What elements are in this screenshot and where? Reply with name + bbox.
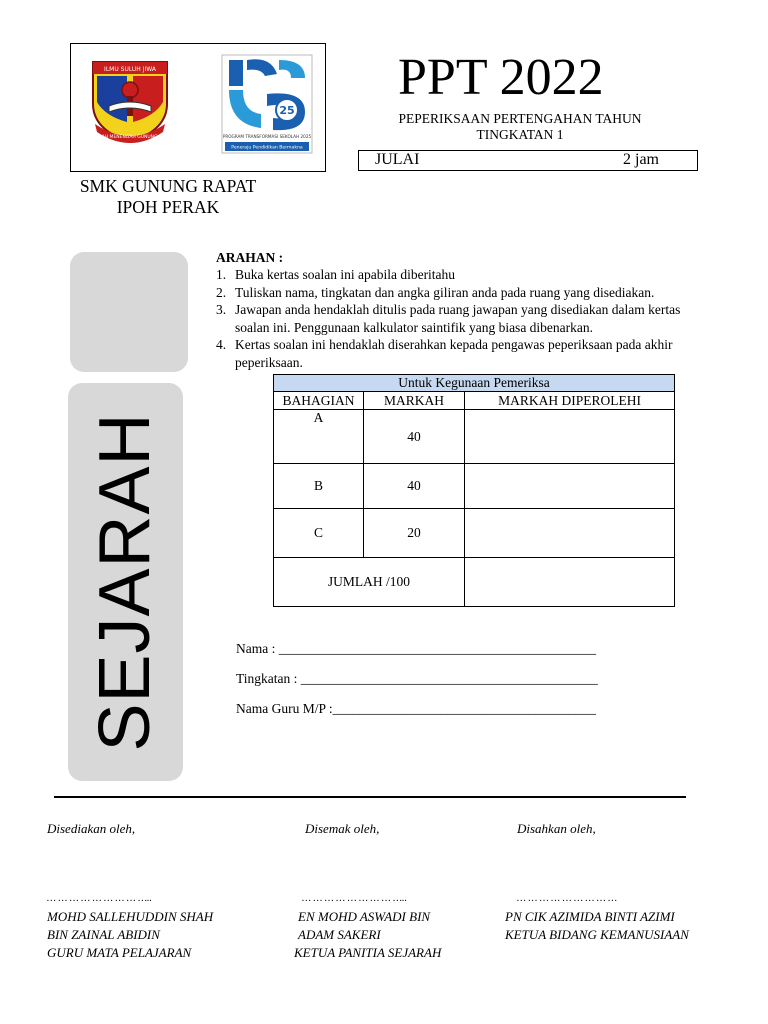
total-obtained-cell[interactable] <box>465 558 675 607</box>
marks-table-title: Untuk Kegunaan Pemeriksa <box>274 375 675 392</box>
school-name <box>58 176 278 218</box>
subject-panel <box>68 383 183 781</box>
signature-name-line1: EN MOHD ASWADI BIN <box>298 909 431 924</box>
total-row <box>274 558 675 607</box>
signature-position: GURU MATA PELAJARAN <box>47 945 192 960</box>
school-name-line2: IPOH PERAK <box>116 197 220 217</box>
instructions-list <box>216 266 686 371</box>
signature-name-line2: ADAM SAKERI <box>298 927 381 942</box>
marks-table <box>273 374 675 607</box>
exam-form-level: TINGKATAN 1 <box>476 127 564 142</box>
signature-role: Disemak oleh, <box>305 821 380 836</box>
signature-name-line2: KETUA BIDANG KEMANUSIAAN <box>505 927 689 942</box>
instruction-item: 3. Jawapan anda hendaklah ditulis pada ruang jawapan yang disediakan dalam kertas soalan ini. Penggunaan kalkulator saintifik yang biasa dibenarkan. <box>216 302 681 335</box>
signature-dots: … … … … … … … … ….. <box>47 893 153 904</box>
obtained-cell[interactable] <box>465 410 675 464</box>
signature-block-checked <box>294 820 442 962</box>
exam-month: JULAI <box>375 151 420 168</box>
transformasi-2025-logo <box>221 54 313 154</box>
col-header-marks: MARKAH <box>364 392 465 410</box>
marks-table-header-row <box>274 392 675 410</box>
exam-duration: 2 jam <box>623 151 659 168</box>
instructions-heading: ARAHAN : <box>216 250 284 265</box>
subject-title: SEJARAH <box>85 412 165 752</box>
obtained-cell[interactable] <box>465 464 675 509</box>
instruction-item: 4. Kertas soalan ini hendaklah diserahkan kepada pengawas peperiksaan pada akhir peperiksaan. <box>216 337 673 370</box>
signature-dots: … … … … … … … … … <box>517 893 618 904</box>
signature-name-line1: MOHD SALLEHUDDIN SHAH <box>47 909 214 924</box>
instruction-item: 1. Buka kertas soalan ini apabila diberitahu <box>216 267 456 282</box>
svg-text:25: 25 <box>279 104 295 117</box>
signature-role: Disahkan oleh, <box>517 821 596 836</box>
signature-position: KETUA PANITIA SEJARAH <box>294 945 442 960</box>
exam-name <box>360 111 680 143</box>
section-cell: B <box>274 464 364 509</box>
col-header-obtained: MARKAH DIPEROLEHI <box>465 392 675 410</box>
svg-text:SEKOLAH MENENGAH GUNUNG RAPAT: SEKOLAH MENENGAH GUNUNG RAPAT <box>87 135 173 140</box>
signature-block-approved <box>505 820 689 944</box>
col-header-section: BAHAGIAN <box>274 392 364 410</box>
marks-cell: 40 <box>364 464 465 509</box>
divider-line <box>54 796 686 798</box>
section-cell: C <box>274 509 364 558</box>
instruction-item: 2. Tuliskan nama, tingkatan dan angka giliran anda pada ruang yang disediakan. <box>216 284 655 300</box>
total-label: JUMLAH /100 <box>274 558 465 607</box>
exam-title: PPT 2022 <box>398 49 604 106</box>
table-row <box>274 464 675 509</box>
marks-table-title-row <box>274 375 675 392</box>
table-row <box>274 509 675 558</box>
exam-date-duration-box <box>358 150 698 171</box>
svg-text:Peneraju Pendidikan Bermakna: Peneraju Pendidikan Bermakna <box>231 145 303 151</box>
svg-text:ILMU SULUH JIWA: ILMU SULUH JIWA <box>104 66 156 73</box>
signature-name-line1: PN CIK AZIMIDA BINTI AZIMI <box>505 909 675 924</box>
logo-box <box>70 43 326 172</box>
school-name-line1: SMK GUNUNG RAPAT <box>79 176 257 196</box>
signature-name-line2: BIN ZAINAL ABIDIN <box>47 927 160 942</box>
school-crest-logo <box>87 52 173 144</box>
form-class-field[interactable]: Tingkatan : ____________________________________________ <box>236 671 598 686</box>
svg-text:PROGRAM TRANSFORMASI SEKOLAH 2: PROGRAM TRANSFORMASI SEKOLAH 2025 <box>222 134 312 139</box>
marks-cell: 40 <box>364 410 465 464</box>
teacher-name-field[interactable]: Nama Guru M/P :_______________________________________ <box>236 701 596 716</box>
marks-cell: 20 <box>364 509 465 558</box>
obtained-cell[interactable] <box>465 509 675 558</box>
exam-type: PEPERIKSAAN PERTENGAHAN TAHUN <box>398 111 642 126</box>
student-name-field[interactable]: Nama : _______________________________________________ <box>236 641 596 656</box>
table-row <box>274 410 675 464</box>
section-cell: A <box>274 410 364 464</box>
signature-dots: … … … … … … … … ….. <box>302 893 408 904</box>
grey-panel-top <box>70 252 188 372</box>
signature-block-prepared <box>47 820 213 962</box>
signature-role: Disediakan oleh, <box>47 821 136 836</box>
